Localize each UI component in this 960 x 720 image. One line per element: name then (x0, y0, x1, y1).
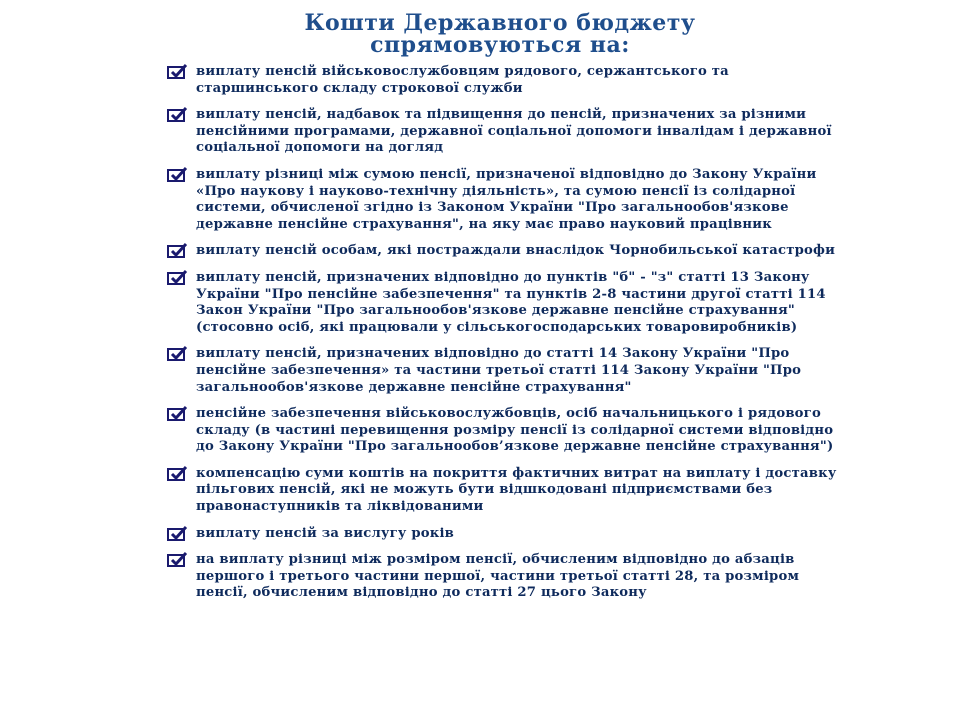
checkbox-checked-icon (167, 468, 185, 481)
list-item (164, 346, 844, 396)
list-item-text: виплату пенсій за вислугу років (196, 525, 455, 541)
checkbox-checked-icon (167, 169, 185, 182)
list-item-text: компенсацію суми коштів на покриття фактичних витрат на виплату і доставку пільгових пенсій, які не можуть бути відшкодовані підприємствами без правонаступників та ліквідованими (196, 465, 837, 515)
page-title (0, 12, 960, 56)
checkbox-checked-icon (167, 348, 185, 361)
list-item-text: виплату пенсій військовослужбовцям рядового, сержантського та старшинського складу строкової служби (196, 64, 729, 96)
checkbox-checked-icon (167, 245, 185, 258)
list-item (164, 466, 844, 516)
checkbox-checked-icon (167, 66, 185, 79)
list-item (164, 526, 844, 543)
funding-purposes-list (164, 64, 844, 612)
title-line-1: Кошти Державного бюджету (304, 10, 696, 36)
list-item (164, 243, 844, 260)
list-item-text: виплату пенсій, надбавок та підвищення до пенсій, призначених за різними пенсійними програмами, державної соціальної допомоги інвалідам і державної соціальної допомоги на догляд (196, 107, 832, 156)
list-item-text: виплату пенсій, призначених відповідно до пунктів "б" - "з" статті 13 Закону України "Про пенсійне забезпечення" та пунктів 2-8 частини другої статті 114 Закон України "Про загальнообов'язкове державне пенсійне страхування" (стосовно осіб, які працювали у сільськогосподарських товаровиробників) (196, 269, 826, 335)
checkbox-checked-icon (167, 554, 185, 567)
list-item-text: виплату пенсій особам, які постраждали внаслідок Чорнобильської катастрофи (196, 243, 836, 259)
list-item-text: виплату пенсій, призначених відповідно до статті 14 Закону України "Про пенсійне забезпечення» та частини третьої статті 114 Закону України "Про загальнообов'язкове державне пенсійне страхування" (196, 346, 802, 395)
list-item (164, 406, 844, 456)
list-item-text: пенсійне забезпечення військовослужбовців, осіб начальницького і рядового складу (в частині перевищення розміру пенсії із солідарної системи відповідно до Закону України "Про загальнообов’язкове державне пенсійне страхування") (196, 406, 834, 455)
list-item (164, 64, 844, 97)
checkbox-checked-icon (167, 528, 185, 541)
title-line-2: спрямовуються на: (370, 32, 630, 58)
list-item (164, 167, 844, 233)
list-item-text: на виплату різниці між розміром пенсії, обчисленим відповідно до абзаців першого і третього частини першої, частини третьої статті 28, та розміром пенсії, обчисленим відповідно до статті 27 цього Закону (196, 552, 800, 601)
checkbox-checked-icon (167, 408, 185, 421)
list-item (164, 270, 844, 336)
checkbox-checked-icon (167, 272, 185, 285)
list-item-text: виплату різниці між сумою пенсії, призначеної відповідно до Закону України «Про наукову і науково-технічну діяльність», та сумою пенсії із солідарної системи, обчисленої згідно із Законом України "Про загальнообов'язкове державне пенсійне страхування", на яку має право науковий працівник (196, 166, 817, 232)
list-item (164, 107, 844, 157)
checkbox-checked-icon (167, 109, 185, 122)
list-item (164, 552, 844, 602)
